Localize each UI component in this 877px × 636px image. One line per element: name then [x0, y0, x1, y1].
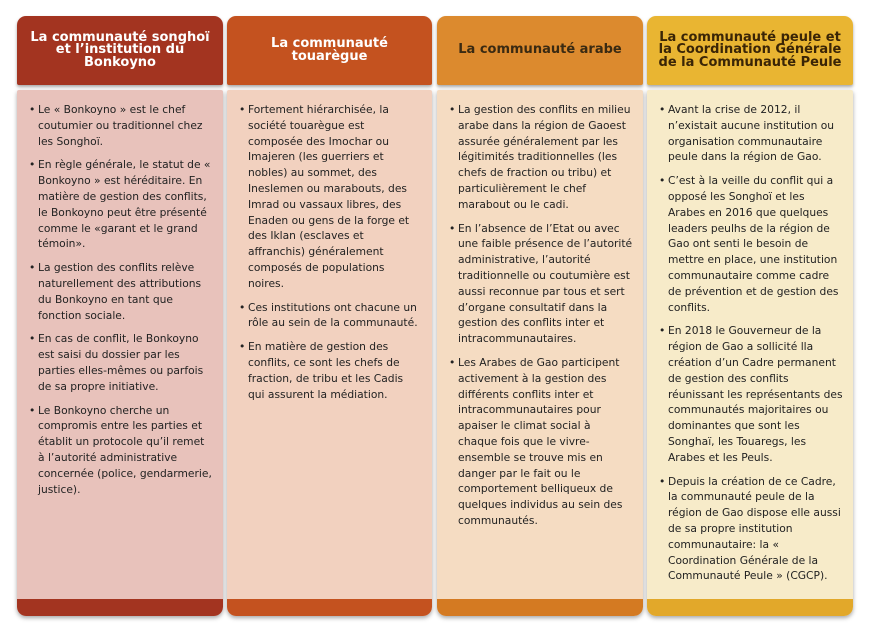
column-title: La communauté songhoï et l’institution du Bonkoyno [30, 29, 210, 70]
list-item: • La gestion des conflits en milieu arabe dans la région de Gaoest assurée généralement par les légitimités traditionnelles (les chefs de fraction ou tribu) et particulièrement le chef marabout ou le cadi. [449, 102, 633, 213]
column-footer-band [17, 599, 223, 616]
column-title: La communauté arabe [458, 42, 622, 58]
column-peule [647, 16, 853, 616]
list-item: • Les Arabes de Gao participent activement à la gestion des différents conflits inter et intracommunautaires pour apaiser le climat social à chaque fois que le vivre-ensemble se trouve mis en danger par le fait ou le comportement belliqueux de quelques individus au sein des communautés. [449, 355, 633, 529]
column-header [227, 16, 432, 85]
column-songhoi [17, 16, 223, 616]
column-footer-band [437, 599, 643, 616]
column-touaregue [227, 16, 432, 616]
column-header [17, 16, 223, 85]
column-header [647, 16, 853, 85]
bullet-list [227, 90, 432, 402]
column-header [437, 16, 643, 85]
column-body [437, 90, 643, 616]
list-item: • Le Bonkoyno cherche un compromis entre les parties et établit un protocole qu’il remet à l’autorité administrative concernée (police, gendarmerie, justice). [29, 403, 213, 498]
list-item: • C’est à la veille du conflit qui a opposé les Songhoï et les Arabes en 2016 que quelques leaders peulhs de la région de Gao ont senti le besoin de mettre en place, une institution communautaire comme cadre de prévention et de gestion des conflits. [659, 173, 843, 315]
column-body [227, 90, 432, 616]
column-footer-band [647, 599, 853, 616]
list-item: • La gestion des conflits relève naturellement des attributions du Bonkoyno en tant que fonction sociale. [29, 260, 213, 323]
bullet-list [437, 90, 643, 529]
list-item: • Avant la crise de 2012, il n’existait aucune institution ou organisation communautaire peule dans la région de Gao. [659, 102, 843, 165]
list-item: • En l’absence de l’Etat ou avec une faible présence de l’autorité administrative, l’autorité traditionnelle ou coutumière est aussi reconnue par tous et sert d’organe consultatif dans la gestion des conflits inter et intracommunautaires. [449, 221, 633, 347]
list-item: • Depuis la création de ce Cadre, la communauté peule de la région de Gao dispose elle aussi de sa propre institution communautaire: la « Coordination Générale de la Communauté Peule » (CGCP). [659, 474, 843, 585]
column-arabe [437, 16, 643, 616]
column-body [17, 90, 223, 616]
list-item: • En règle générale, le statut de « Bonkoyno » est héréditaire. En matière de gestion des conflits, le Bonkoyno peut être présenté comme le «garant et le grand témoin». [29, 157, 213, 252]
list-item: • En 2018 le Gouverneur de la région de Gao a sollicité lla création d’un Cadre permanent de gestion des conflits réunissant les représentants des communautés majoritaires ou dominantes que sont les Songhaï, les Touaregs, les Arabes et les Peuls. [659, 323, 843, 465]
column-footer-band [227, 599, 432, 616]
bullet-list [17, 90, 223, 497]
column-title: La communauté touarègue [271, 36, 388, 64]
list-item: • En cas de conflit, le Bonkoyno est saisi du dossier par les parties elles-mêmes ou parfois de sa propre initiative. [29, 331, 213, 394]
column-body [647, 90, 853, 616]
column-title: La communauté peule et la Coordination Générale de la Communauté Peule [658, 29, 842, 70]
bullet-list [647, 90, 853, 584]
list-item: • En matière de gestion des conflits, ce sont les chefs de fraction, de tribu et les Cadis qui assurent la médiation. [239, 339, 422, 402]
list-item: • Fortement hiérarchisée, la société touarègue est composée des Imochar ou Imajeren (les guerriers et nobles) au sommet, des Ineslemen ou marabouts, des Imrad ou vassaux libres, des Enaden ou gens de la forge et des Iklan (esclaves et affranchis) généralement composés de populations noires. [239, 102, 422, 292]
list-item: • Le « Bonkoyno » est le chef coutumier ou traditionnel chez les Songhoï. [29, 102, 213, 149]
list-item: • Ces institutions ont chacune un rôle au sein de la communauté. [239, 300, 422, 332]
